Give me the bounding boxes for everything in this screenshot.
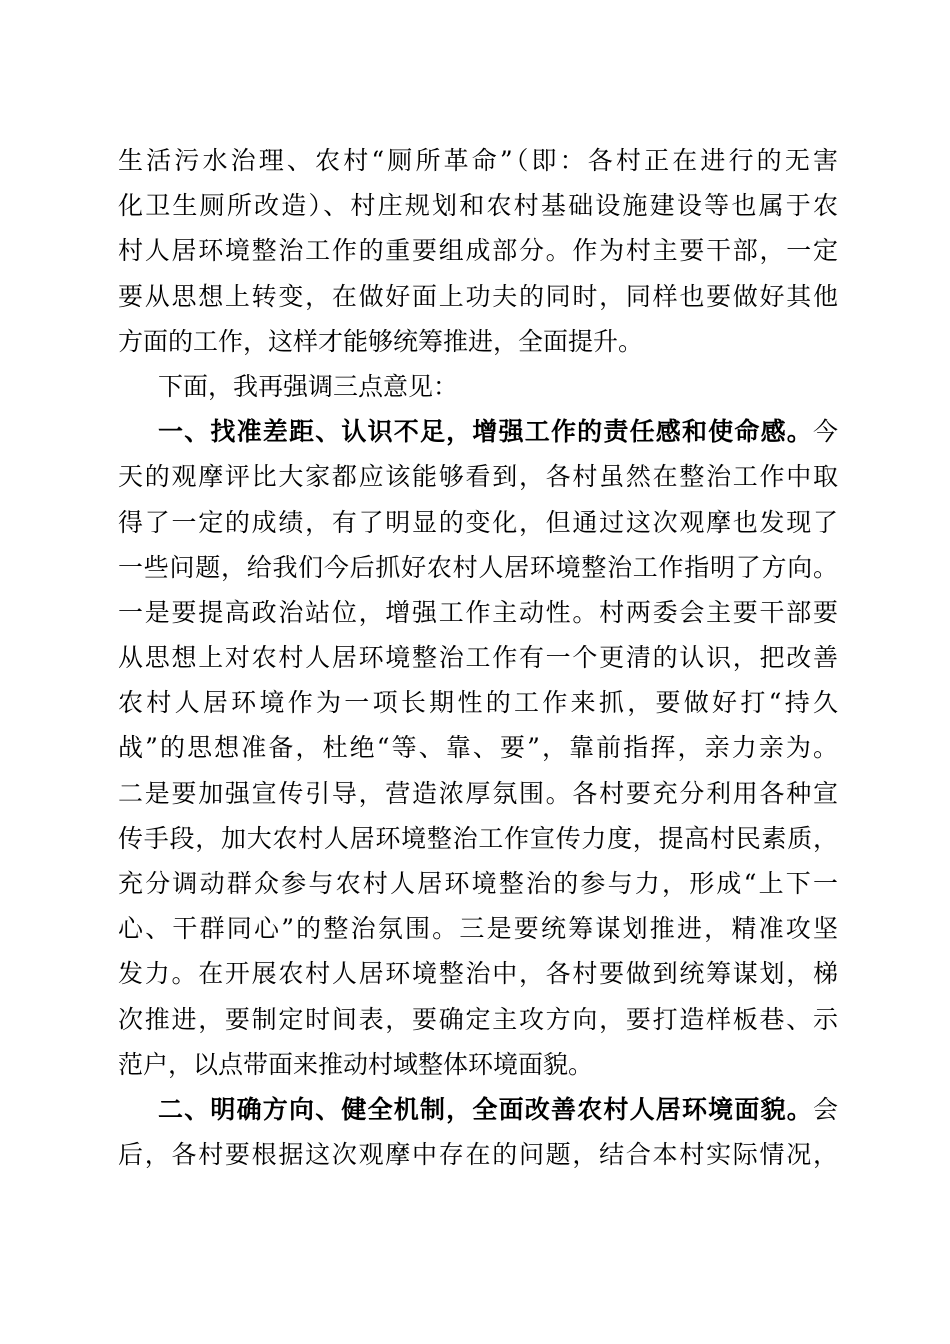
text-line: 范户，以点带面来推动村域整体环境面貌。 <box>118 1049 594 1079</box>
document-page <box>118 138 838 1177</box>
text-line: 战”的思想准备，杜绝“等、靠、要”，靠前指挥，亲力亲为。 <box>118 733 838 763</box>
text-line: 次推进，要制定时间表，要确定主攻方向，要打造样板巷、示 <box>118 1004 838 1034</box>
paragraph-opening <box>118 138 838 364</box>
text-line: 一是要提高政治站位，增强工作主动性。村两委会主要干部要 <box>118 597 838 627</box>
paragraph-section-2 <box>118 1087 838 1177</box>
section-1-heading: 一、找准差距、认识不足，增强工作的责任感和使命感。 <box>158 417 813 447</box>
intro-line: 下面，我再强调三点意见： <box>158 371 459 401</box>
text-line: 发力。在开展农村人居环境整治中，各村要做到统筹谋划，梯 <box>118 959 838 989</box>
paragraph-section-1 <box>118 409 838 1087</box>
text-line: 化卫生厕所改造）、村庄规划和农村基础设施建设等也属于农 <box>118 191 838 221</box>
text-line: 生活污水治理、农村“厕所革命”（即：各村正在进行的无害 <box>118 146 838 175</box>
paragraph-intro <box>118 364 838 409</box>
text-line: 方面的工作，这样才能够统筹推进，全面提升。 <box>118 326 644 356</box>
text-line: 天的观摩评比大家都应该能够看到，各村虽然在整治工作中取 <box>118 462 838 492</box>
section-1-first-line <box>118 409 838 454</box>
text-line: 要从思想上转变，在做好面上功夫的同时，同样也要做好其他 <box>118 281 838 311</box>
text-line: 二是要加强宣传引导，营造浓厚氛围。各村要充分利用各种宣 <box>118 778 838 808</box>
section-2-heading: 二、明确方向、健全机制，全面改善农村人居环境面貌。 <box>158 1094 813 1124</box>
text-line: 从思想上对农村人居环境整治工作有一个更清的认识，把改善 <box>118 643 838 673</box>
text-line: 充分调动群众参与农村人居环境整治的参与力，形成“上下一 <box>118 869 838 898</box>
text-line: 一些问题，给我们今后抓好农村人居环境整治工作指明了方向。 <box>118 552 838 582</box>
text-line: 后，各村要根据这次观摩中存在的问题，结合本村实际情况， <box>118 1140 838 1170</box>
text-line: 得了一定的成绩，有了明显的变化，但通过这次观摩也发现了 <box>118 507 838 537</box>
section-2-first-line <box>118 1087 838 1132</box>
text-line: 心、干群同心”的整治氛围。三是要统筹谋划推进，精准攻坚 <box>118 914 838 944</box>
text-line: 农村人居环境作为一项长期性的工作来抓，要做好打“持久 <box>118 688 838 718</box>
section-1-heading-tail: 今 <box>812 417 838 447</box>
text-line: 村人居环境整治工作的重要组成部分。作为村主要干部，一定 <box>118 236 838 266</box>
text-line: 传手段，加大农村人居环境整治工作宣传力度，提高村民素质， <box>118 823 838 853</box>
section-2-heading-tail: 会 <box>812 1094 838 1124</box>
